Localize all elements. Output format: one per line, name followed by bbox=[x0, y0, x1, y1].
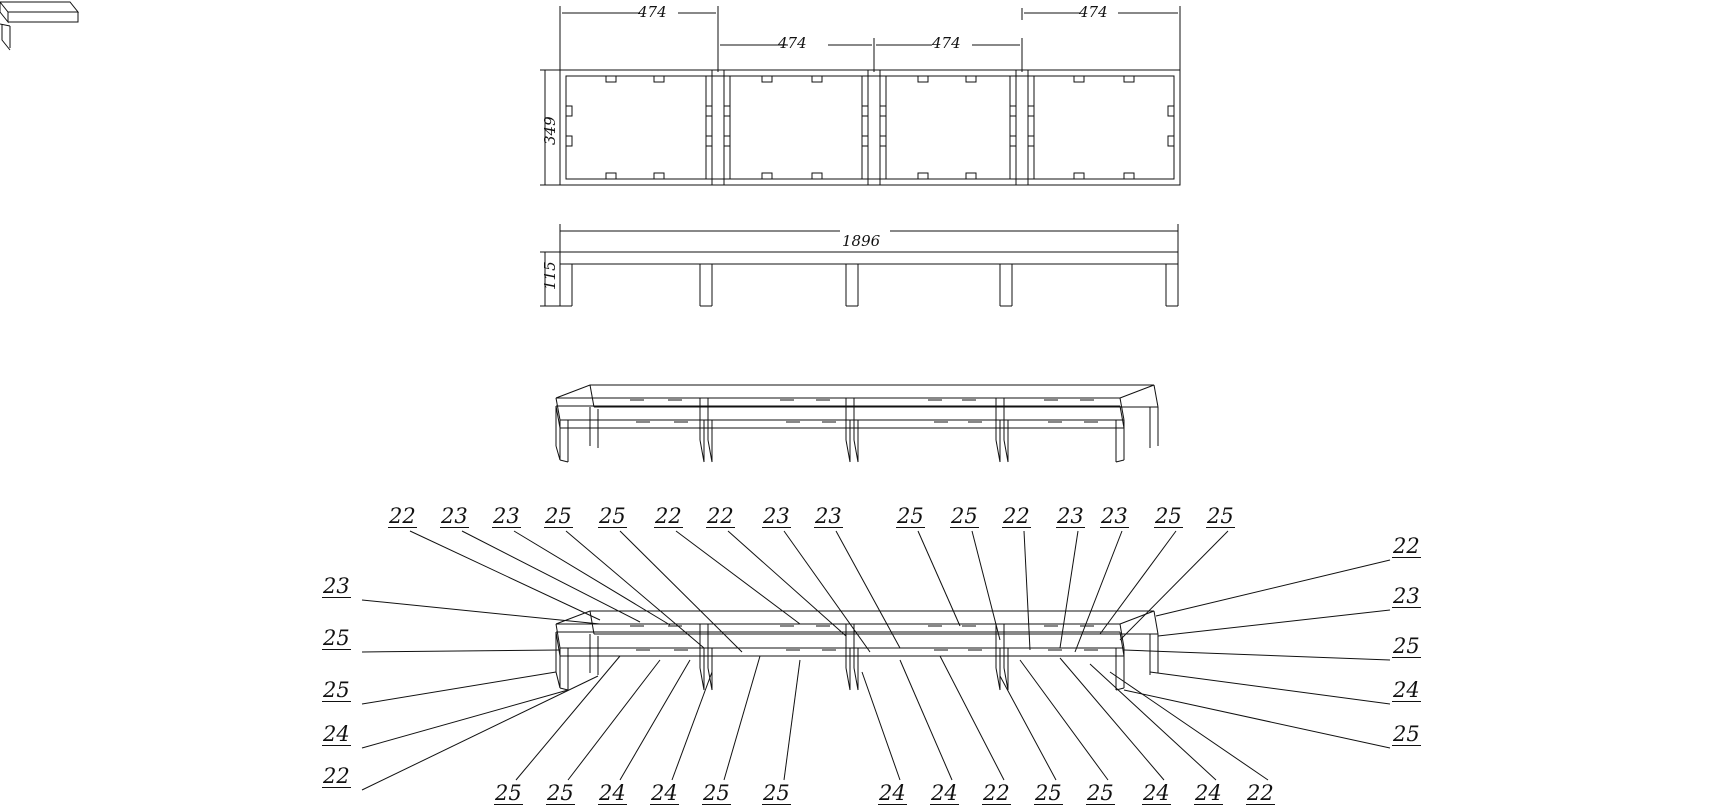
dim-top-seg-3: 474 bbox=[932, 34, 961, 52]
callout-left-1[interactable]: 23 bbox=[323, 574, 350, 598]
callout-left-3[interactable]: 25 bbox=[323, 678, 350, 702]
callout-top-13[interactable]: 23 bbox=[1057, 504, 1084, 528]
callout-bottom-13[interactable]: 24 bbox=[1195, 781, 1222, 805]
plan-view-geometry bbox=[540, 6, 1180, 185]
callout-bottom-14[interactable]: 22 bbox=[1247, 781, 1274, 805]
callout-left-4[interactable]: 24 bbox=[323, 722, 350, 746]
dim-top-seg-1: 474 bbox=[638, 3, 667, 21]
callout-bottom-6[interactable]: 25 bbox=[763, 781, 790, 805]
callout-bottom-3[interactable]: 24 bbox=[599, 781, 626, 805]
dim-side-height: 115 bbox=[541, 261, 559, 290]
dim-top-seg-2: 474 bbox=[778, 34, 807, 52]
callout-top-2[interactable]: 23 bbox=[441, 504, 468, 528]
callout-top-12[interactable]: 22 bbox=[1003, 504, 1030, 528]
dim-plan-height: 349 bbox=[541, 116, 559, 145]
callout-bottom-11[interactable]: 25 bbox=[1087, 781, 1114, 805]
callout-right-4[interactable]: 24 bbox=[1393, 678, 1420, 702]
callout-right-3[interactable]: 25 bbox=[1393, 634, 1420, 658]
callout-right-2[interactable]: 23 bbox=[1393, 584, 1420, 608]
callout-bottom-1[interactable]: 25 bbox=[495, 781, 522, 805]
callout-top-9[interactable]: 23 bbox=[815, 504, 842, 528]
callout-top-16[interactable]: 25 bbox=[1207, 504, 1234, 528]
callout-left-5[interactable]: 22 bbox=[323, 764, 350, 788]
callout-top-7[interactable]: 22 bbox=[707, 504, 734, 528]
callout-top-15[interactable]: 25 bbox=[1155, 504, 1182, 528]
callout-leader-lines bbox=[362, 531, 1390, 790]
callout-top-6[interactable]: 22 bbox=[655, 504, 682, 528]
callout-right-5[interactable]: 25 bbox=[1393, 722, 1420, 746]
callout-bottom-7[interactable]: 24 bbox=[879, 781, 906, 805]
callout-top-11[interactable]: 25 bbox=[951, 504, 978, 528]
callout-top-3[interactable]: 23 bbox=[493, 504, 520, 528]
callout-bottom-9[interactable]: 22 bbox=[983, 781, 1010, 805]
corner-fragment bbox=[0, 2, 78, 50]
callout-bottom-4[interactable]: 24 bbox=[651, 781, 678, 805]
callout-top-5[interactable]: 25 bbox=[599, 504, 626, 528]
callout-top-4[interactable]: 25 bbox=[545, 504, 572, 528]
callout-top-1[interactable]: 22 bbox=[389, 504, 416, 528]
callout-bottom-2[interactable]: 25 bbox=[547, 781, 574, 805]
callout-bottom-10[interactable]: 25 bbox=[1035, 781, 1062, 805]
callout-left-2[interactable]: 25 bbox=[323, 626, 350, 650]
isometric-view-geometry bbox=[556, 385, 1158, 462]
callout-top-10[interactable]: 25 bbox=[897, 504, 924, 528]
callout-right-1[interactable]: 22 bbox=[1393, 534, 1420, 558]
dim-top-seg-4: 474 bbox=[1079, 3, 1108, 21]
callout-bottom-5[interactable]: 25 bbox=[703, 781, 730, 805]
callout-top-8[interactable]: 23 bbox=[763, 504, 790, 528]
callout-bottom-12[interactable]: 24 bbox=[1143, 781, 1170, 805]
dim-overall-length: 1896 bbox=[842, 232, 881, 250]
callout-top-14[interactable]: 23 bbox=[1101, 504, 1128, 528]
callout-bottom-8[interactable]: 24 bbox=[931, 781, 958, 805]
